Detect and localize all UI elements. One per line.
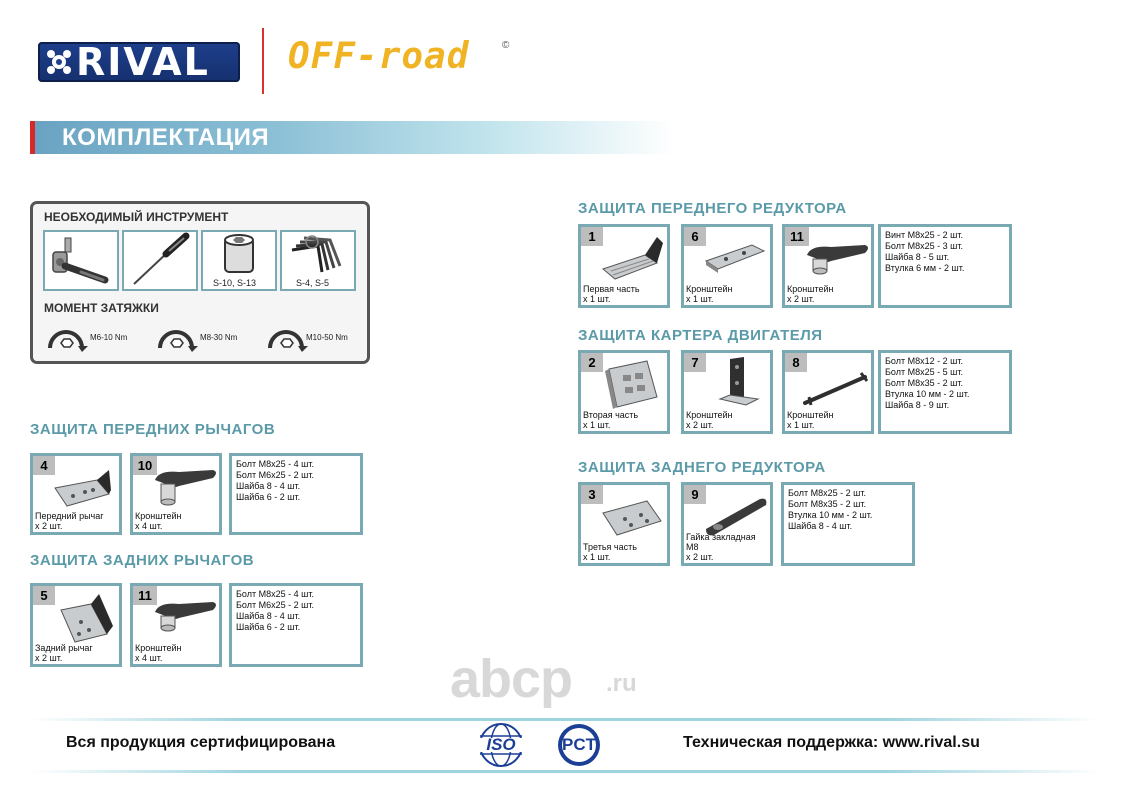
screwdriver-icon xyxy=(124,232,196,289)
part-qty: x 4 шт. xyxy=(135,653,163,663)
fastener-line: Болт М8х25 - 4 шт. xyxy=(236,589,314,599)
section-heading-rear-gear: ЗАЩИТА ЗАДНЕГО РЕДУКТОРА xyxy=(578,459,826,476)
part-card-11 xyxy=(130,583,222,667)
part-name: Кронштейн xyxy=(135,511,182,521)
part-name: Первая часть xyxy=(583,284,640,294)
rival-logo xyxy=(38,42,240,82)
part-name: Кронштейн xyxy=(686,284,733,294)
fastener-line: Болт М8х35 - 2 шт. xyxy=(788,499,866,509)
socket-size-label: S-10, S-13 xyxy=(213,278,257,288)
rear-arm-plate-icon xyxy=(51,592,117,646)
part-qty: x 2 шт. xyxy=(686,420,714,430)
torque-item-1 xyxy=(44,320,128,357)
fastener-line: Втулка 6 мм - 2 шт. xyxy=(885,263,965,273)
part-number: 5 xyxy=(33,586,55,605)
long-bracket-icon xyxy=(801,367,871,407)
l-bracket-icon xyxy=(710,355,764,411)
torque-heading: МОМЕНТ ЗАТЯЖКИ xyxy=(44,301,159,315)
fasteners-box xyxy=(229,453,363,535)
part-caption xyxy=(583,410,638,430)
torque-label: M6-10 Nm xyxy=(90,333,128,342)
certified-text: Вся продукция сертифицирована xyxy=(66,734,336,751)
torque-arrow-icon xyxy=(154,320,198,352)
fasteners-box xyxy=(781,482,915,566)
watermark-logo: abcp xyxy=(450,649,573,709)
part-name: Задний рычаг xyxy=(35,643,93,653)
tools-heading: НЕОБХОДИМЫЙ ИНСТРУМЕНТ xyxy=(44,210,229,224)
torque-item-2 xyxy=(154,320,238,357)
torque-item-3 xyxy=(264,320,348,357)
part-name: Кронштейн xyxy=(787,284,834,294)
part-number: 9 xyxy=(684,485,706,504)
part-caption xyxy=(686,284,732,304)
rival-emblem-icon xyxy=(46,49,72,75)
front-arm-plate-icon xyxy=(49,466,115,516)
registered-mark: © xyxy=(502,40,510,51)
part-qty: x 1 шт. xyxy=(583,420,611,430)
part-caption xyxy=(583,284,640,304)
part-name: Гайка закладная М8 xyxy=(686,532,756,552)
part-card-6 xyxy=(681,224,773,308)
part-caption xyxy=(135,511,181,531)
header-divider xyxy=(262,28,264,94)
fastener-line: Шайба 8 - 4 шт. xyxy=(788,521,853,531)
fastener-line: Болт М8х25 - 5 шт. xyxy=(885,367,963,377)
page-title: КОМПЛЕКТАЦИЯ xyxy=(62,124,270,151)
part-number: 8 xyxy=(785,353,807,372)
part-number: 4 xyxy=(33,456,55,475)
section-heading-front-arms: ЗАЩИТА ПЕРЕДНИХ РЫЧАГОВ xyxy=(30,421,276,438)
section-heading-rear-arms: ЗАЩИТА ЗАДНИХ РЫЧАГОВ xyxy=(30,552,255,569)
part-caption xyxy=(686,532,770,562)
fasteners-box xyxy=(878,224,1012,308)
part-qty: x 1 шт. xyxy=(787,420,815,430)
part-card-4 xyxy=(30,453,122,535)
fastener-line: Болт М8х25 - 2 шт. xyxy=(788,488,866,498)
part-number: 1 xyxy=(581,227,603,246)
torque-label: M8-30 Nm xyxy=(200,333,238,342)
part-qty: x 2 шт. xyxy=(787,294,815,304)
part-name: Кронштейн xyxy=(686,410,733,420)
tool-socket xyxy=(201,230,277,291)
part-caption xyxy=(686,410,732,430)
fastener-line: Втулка 10 мм - 2 шт. xyxy=(788,510,873,520)
fastener-line: Втулка 10 мм - 2 шт. xyxy=(885,389,970,399)
part-number: 6 xyxy=(684,227,706,246)
watermark-suffix: .ru xyxy=(606,670,637,697)
bracket-icon xyxy=(149,594,221,644)
fastener-line: Шайба 8 - 5 шт. xyxy=(885,252,950,262)
bracket-icon xyxy=(801,237,873,285)
part-number: 7 xyxy=(684,353,706,372)
part-number: 11 xyxy=(133,586,157,605)
part-caption xyxy=(583,542,637,562)
fastener-line: Болт М8х25 - 3 шт. xyxy=(885,241,963,251)
fastener-line: Винт М8х25 - 2 шт. xyxy=(885,230,963,240)
part-qty: x 2 шт. xyxy=(35,653,63,663)
hex-size-label: S-4, S-5 xyxy=(296,278,330,288)
pct-label: PCT xyxy=(562,735,596,754)
part-name: Кронштейн xyxy=(787,410,834,420)
fastener-line: Болт М6х25 - 2 шт. xyxy=(236,470,314,480)
second-part-icon xyxy=(603,357,663,411)
part-caption xyxy=(787,410,833,430)
part-card-8 xyxy=(782,350,874,434)
part-number: 11 xyxy=(785,227,809,246)
part-name: Кронштейн xyxy=(135,643,182,653)
part-card-1 xyxy=(578,224,670,308)
part-card-7 xyxy=(681,350,773,434)
part-card-5 xyxy=(30,583,122,667)
iso-label: ISO xyxy=(486,735,516,754)
fastener-line: Болт М8х25 - 4 шт. xyxy=(236,459,314,469)
fasteners-box xyxy=(229,583,363,667)
fastener-line: Шайба 6 - 2 шт. xyxy=(236,492,301,502)
part-card-9 xyxy=(681,482,773,566)
first-part-icon xyxy=(597,233,667,285)
part-caption xyxy=(135,643,181,663)
torque-arrow-icon xyxy=(44,320,88,352)
fastener-line: Шайба 8 - 4 шт. xyxy=(236,481,301,491)
part-number: 3 xyxy=(581,485,603,504)
part-qty: x 2 шт. xyxy=(686,552,714,562)
torque-label: M10-50 Nm xyxy=(306,333,348,342)
part-card-3 xyxy=(578,482,670,566)
fastener-line: Болт М6х25 - 2 шт. xyxy=(236,600,314,610)
part-card-10 xyxy=(130,453,222,535)
part-name: Вторая часть xyxy=(583,410,639,420)
part-name: Третья часть xyxy=(583,542,637,552)
brand-name: RIVAL xyxy=(76,40,210,84)
fastener-line: Шайба 6 - 2 шт. xyxy=(236,622,301,632)
bracket-icon xyxy=(149,462,221,512)
tool-ratchet xyxy=(43,230,119,291)
part-caption xyxy=(35,511,104,531)
fastener-line: Болт М8х35 - 2 шт. xyxy=(885,378,963,388)
part-qty: x 1 шт. xyxy=(583,552,611,562)
offroad-logo: OFF-road xyxy=(288,36,470,77)
torque-arrow-icon xyxy=(264,320,308,352)
fastener-line: Шайба 8 - 4 шт. xyxy=(236,611,301,621)
part-number: 10 xyxy=(133,456,157,475)
tool-screwdriver xyxy=(122,230,198,291)
bracket-plate-icon xyxy=(700,237,770,277)
part-caption xyxy=(35,643,93,663)
part-qty: x 2 шт. xyxy=(35,521,63,531)
part-caption xyxy=(787,284,833,304)
part-qty: x 1 шт. xyxy=(583,294,611,304)
fasteners-box xyxy=(878,350,1012,434)
tool-hex-keys xyxy=(280,230,356,291)
fastener-line: Болт М8х12 - 2 шт. xyxy=(885,356,963,366)
part-name: Передний рычаг xyxy=(35,511,104,521)
part-card-2 xyxy=(578,350,670,434)
section-heading-engine: ЗАЩИТА КАРТЕРА ДВИГАТЕЛЯ xyxy=(578,327,823,344)
pct-badge xyxy=(552,722,606,768)
socket-icon xyxy=(203,232,275,276)
support-text[interactable]: Техническая поддержка: www.rival.su xyxy=(683,734,980,751)
part-qty: x 1 шт. xyxy=(686,294,714,304)
part-qty: x 4 шт. xyxy=(135,521,163,531)
hex-keys-icon xyxy=(282,232,354,276)
part-card-11-front xyxy=(782,224,874,308)
part-number: 2 xyxy=(581,353,603,372)
section-heading-front-gear: ЗАЩИТА ПЕРЕДНЕГО РЕДУКТОРА xyxy=(578,200,847,217)
third-part-icon xyxy=(599,493,665,543)
iso-badge xyxy=(472,722,530,768)
ratchet-icon xyxy=(45,232,117,289)
footer-divider xyxy=(30,718,1100,721)
footer-divider xyxy=(30,770,1100,773)
fastener-line: Шайба 8 - 9 шт. xyxy=(885,400,950,410)
